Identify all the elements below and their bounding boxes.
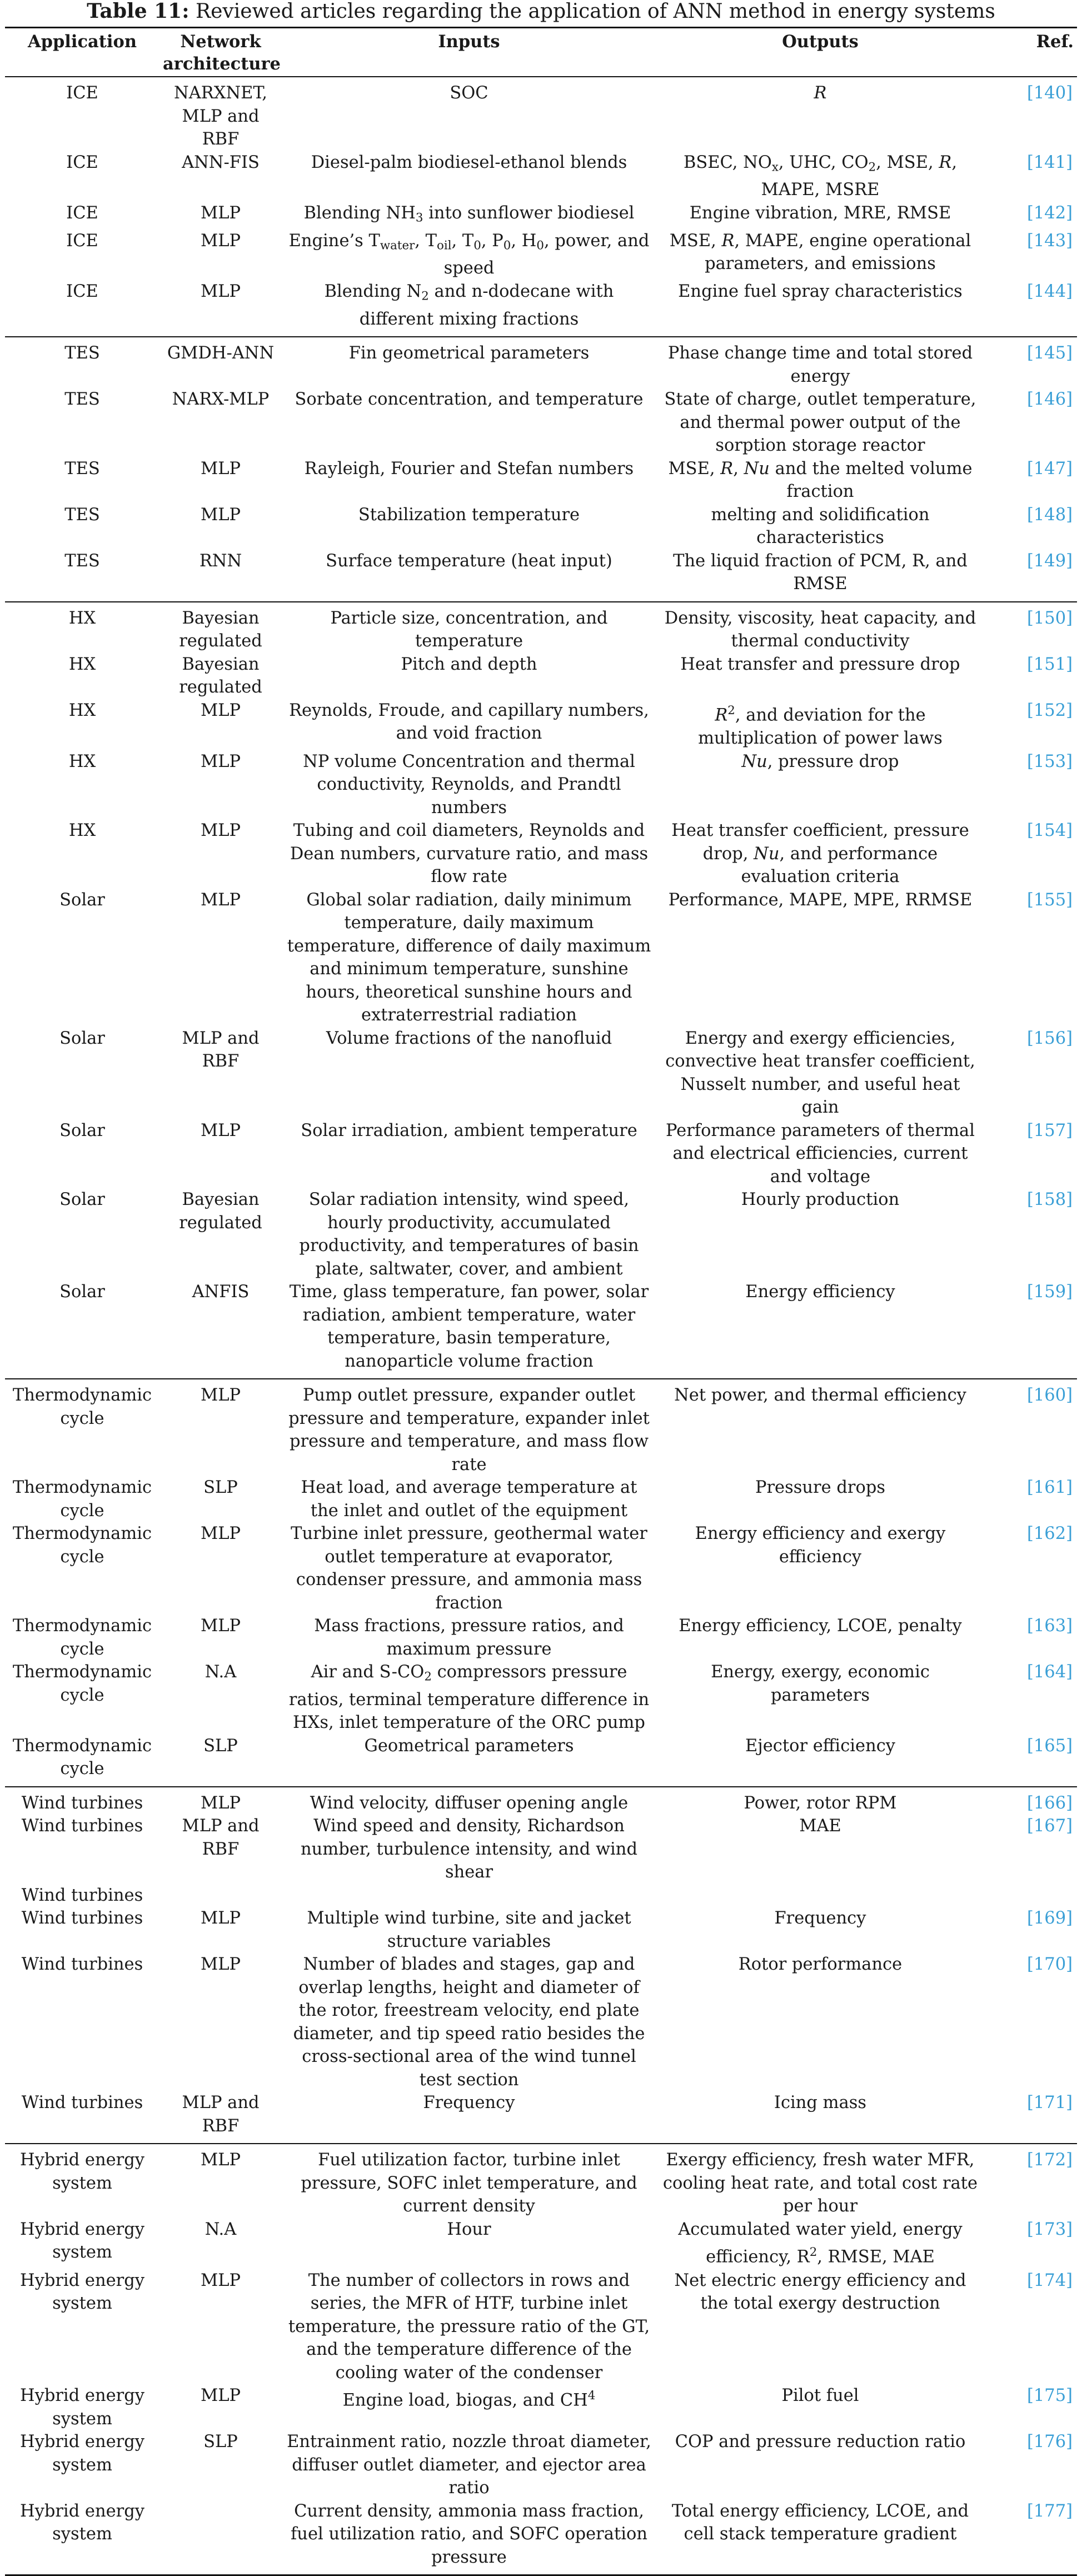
cell-ref[interactable]: [174] — [1026, 2270, 1073, 2290]
cell-application: Solar — [59, 890, 105, 910]
cell-ref[interactable]: [146] — [1026, 390, 1073, 410]
table-row — [5, 2144, 1077, 2218]
table-row — [5, 202, 1077, 230]
cell-inputs: Fin geometrical parameters — [348, 343, 590, 363]
cell-application: Wind turbines — [21, 1955, 143, 1975]
cell-ref[interactable]: [140] — [1026, 83, 1073, 103]
table-row — [5, 77, 1077, 151]
table-group-hx-solar — [5, 602, 1077, 1379]
cell-inputs: Pump outlet pressure, expander outlet pressure and temperature, expander inlet pressure and temperature, and mass flow rate — [288, 1386, 650, 1474]
cell-network-architecture: ANFIS — [192, 1282, 250, 1302]
cell-inputs: Sorbate concentration, and temperature — [295, 390, 644, 410]
cell-inputs: Air and $S-CO_2$ compressors pressure ratios, terminal temperature difference in HXs, inlet temperature of the ORC pump — [288, 1662, 650, 1733]
table-row — [5, 699, 1077, 750]
cell-application: Hybrid energy system — [20, 2386, 144, 2429]
cell-inputs: Geometrical parameters — [364, 1736, 574, 1756]
cell-inputs: Hour — [447, 2219, 491, 2239]
cell-network-architecture: ANN-FIS — [182, 152, 260, 172]
table-row — [5, 151, 1077, 202]
cell-application: Thermodynamic cycle — [12, 1478, 152, 1521]
cell-outputs: Heat transfer and pressure drop — [680, 654, 960, 674]
table-row — [5, 1188, 1077, 1280]
table-row — [5, 2500, 1077, 2575]
cell-network-architecture: MLP and RBF — [182, 1028, 260, 1072]
table-caption — [0, 0, 1082, 27]
cell-application: TES — [64, 343, 100, 363]
cell-ref[interactable]: [145] — [1026, 343, 1073, 363]
cell-application: Hybrid energy system — [20, 2501, 144, 2544]
table-row — [5, 280, 1077, 337]
cell-network-architecture: N.A — [205, 1662, 237, 1682]
table-row — [5, 2269, 1077, 2385]
cell-outputs: Total energy efficiency, LCOE, and cell stack temperature gradient — [671, 2501, 969, 2544]
cell-outputs: Performance, MAPE, MPE, RRMSE — [668, 890, 973, 910]
cell-application: Thermodynamic cycle — [12, 1524, 152, 1567]
cell-network-architecture — [159, 1884, 282, 1907]
cell-application: Wind turbines — [21, 1793, 143, 1813]
cell-outputs: Density, viscosity, heat capacity, and thermal conductivity — [664, 608, 976, 651]
table-row — [5, 1476, 1077, 1522]
cell-application: Thermodynamic cycle — [12, 1736, 152, 1779]
cell-outputs: Heat transfer coefficient, pressure drop, Nu, and performance evaluation criteria — [671, 821, 969, 887]
cell-network-architecture: MLP — [200, 821, 241, 841]
cell-outputs: R — [814, 83, 827, 103]
table-group-hybrid — [5, 2144, 1077, 2575]
cell-ref[interactable]: [142] — [1026, 203, 1073, 223]
cell-network-architecture: Bayesian regulated — [179, 1190, 262, 1233]
header-ref: Ref. — [984, 28, 1077, 77]
table-row — [5, 750, 1077, 820]
table-row — [5, 550, 1077, 602]
cell-ref[interactable]: [170] — [1026, 1955, 1073, 1975]
cell-ref[interactable]: [155] — [1026, 890, 1073, 910]
cell-inputs: Engine’s $T_{water}$, $T_{oil}$, $T_0$, $P_0$, $H_0$, power, and speed — [288, 231, 650, 278]
cell-network-architecture: MLP — [200, 203, 241, 223]
cell-outputs: MSE, R, MAPE, engine operational parameters, and emissions — [669, 231, 971, 274]
cell-ref[interactable]: [166] — [1026, 1793, 1073, 1813]
cell-outputs: The liquid fraction of PCM, R, and RMSE — [673, 551, 968, 594]
cell-network-architecture: GMDH-ANN — [167, 343, 275, 363]
caption-text: Reviewed articles regarding the application of ANN method in energy systems — [195, 0, 995, 23]
cell-network-architecture: MLP — [200, 1386, 241, 1406]
cell-ref[interactable]: [160] — [1026, 1386, 1073, 1406]
table-row — [5, 1661, 1077, 1735]
cell-outputs: Hourly production — [741, 1190, 900, 1210]
cell-inputs: Wind velocity, diffuser opening angle — [310, 1793, 629, 1813]
cell-inputs: Time, glass temperature, fan power, solar radiation, ambient temperature, water temperature, basin temperature, nanoparticle volume fraction — [289, 1282, 649, 1371]
cell-ref[interactable]: [141] — [1026, 152, 1073, 172]
cell-outputs: Net power, and thermal efficiency — [674, 1386, 966, 1406]
cell-network-architecture: MLP — [200, 1524, 241, 1544]
cell-network-architecture: MLP — [200, 2150, 241, 2170]
cell-outputs: Phase change time and total stored energy — [667, 343, 973, 386]
cell-ref[interactable]: [156] — [1026, 1028, 1073, 1048]
cell-network-architecture: MLP — [200, 1120, 241, 1140]
cell-inputs: Turbine inlet pressure, geothermal water outlet temperature at evaporator, condenser pressure, and ammonia mass fraction — [291, 1524, 647, 1613]
table-row — [5, 1884, 1077, 1907]
cell-outputs — [656, 1884, 984, 1907]
table-row — [5, 1907, 1077, 1953]
table-row — [5, 2218, 1077, 2269]
cell-outputs: Frequency — [774, 1909, 866, 1929]
cell-application: ICE — [66, 152, 98, 172]
cell-inputs: Diesel-palm biodiesel-ethanol blends — [311, 152, 627, 172]
cell-network-architecture: MLP — [200, 751, 241, 771]
cell-application: Hybrid energy system — [20, 2270, 144, 2314]
header-inputs: Inputs — [282, 28, 656, 77]
table-row — [5, 1615, 1077, 1661]
cell-ref[interactable]: [171] — [1026, 2093, 1073, 2113]
cell-network-architecture: NARX-MLP — [172, 390, 270, 410]
cell-application: Thermodynamic cycle — [12, 1662, 152, 1705]
cell-ref[interactable]: [148] — [1026, 505, 1073, 525]
cell-inputs: Surface temperature (heat input) — [326, 551, 612, 571]
cell-ref[interactable]: [153] — [1026, 751, 1073, 771]
cell-inputs: Frequency — [423, 2093, 515, 2113]
cell-outputs: Energy efficiency and exergy efficiency — [695, 1524, 946, 1567]
cell-network-architecture: MLP — [200, 2270, 241, 2290]
table-row — [5, 2430, 1077, 2500]
cell-application: HX — [68, 700, 96, 720]
table-row — [5, 2384, 1077, 2430]
cell-application: Wind turbines — [21, 1885, 143, 1905]
cell-outputs: Energy, exergy, economic parameters — [711, 1662, 930, 1705]
cell-inputs — [282, 1884, 656, 1907]
cell-network-architecture: MLP — [200, 890, 241, 910]
cell-outputs: Power, rotor RPM — [744, 1793, 897, 1813]
cell-ref[interactable]: [175] — [1026, 2386, 1073, 2406]
cell-inputs: SOC — [450, 83, 488, 103]
table-row — [5, 230, 1077, 280]
cell-outputs: Performance parameters of thermal and electrical efficiencies, current and voltage — [666, 1120, 975, 1187]
cell-inputs: Solar irradiation, ambient temperature — [301, 1120, 637, 1140]
cell-ref[interactable]: [164] — [1026, 1662, 1073, 1682]
cell-inputs: Current density, ammonia mass fraction, fuel utilization ratio, and SOFC operation pressure — [291, 2501, 647, 2567]
cell-application: Hybrid energy system — [20, 2432, 144, 2475]
cell-outputs: COP and pressure reduction ratio — [675, 2432, 966, 2452]
cell-network-architecture: MLP — [200, 2386, 241, 2406]
cell-network-architecture: NARXNET, MLP and RBF — [174, 83, 267, 149]
table-row — [5, 1379, 1077, 1476]
table-row — [5, 457, 1077, 504]
cell-network-architecture: Bayesian regulated — [179, 608, 262, 651]
cell-application: HX — [68, 751, 96, 771]
header-outputs: Outputs — [656, 28, 984, 77]
cell-network-architecture: MLP — [200, 231, 241, 251]
cell-ref[interactable]: [143] — [1026, 231, 1073, 251]
table-group-thermodynamic — [5, 1379, 1077, 1787]
cell-inputs: Solar radiation intensity, wind speed, hourly productivity, accumulated productivity, and temperatures of basin plate, saltwater, cover, and ambient — [299, 1190, 639, 1279]
table-header — [5, 28, 1077, 77]
header-application: Application — [5, 28, 159, 77]
cell-network-architecture: SLP — [203, 2432, 238, 2452]
table-row — [5, 602, 1077, 653]
cell-inputs: Volume fractions of the nanofluid — [326, 1028, 612, 1048]
cell-application: TES — [64, 505, 100, 525]
cell-inputs: Heat load, and average temperature at the inlet and outlet of the equipment — [301, 1478, 637, 1521]
cell-application: ICE — [66, 83, 98, 103]
table-row — [5, 337, 1077, 388]
cell-ref[interactable]: [177] — [1026, 2501, 1073, 2521]
cell-network-architecture: MLP — [200, 1909, 241, 1929]
cell-network-architecture: MLP and RBF — [182, 1816, 260, 1859]
cell-network-architecture: MLP — [200, 1616, 241, 1636]
table-row — [5, 504, 1077, 550]
cell-application: TES — [64, 551, 100, 571]
cell-network-architecture: MLP — [200, 1793, 241, 1813]
cell-network-architecture: RNN — [199, 551, 242, 571]
cell-network-architecture: MLP and RBF — [182, 2093, 260, 2136]
cell-ref[interactable]: [165] — [1026, 1736, 1073, 1756]
cell-application: Solar — [59, 1190, 105, 1210]
cell-inputs: Blending $NH_3$ into sunflower biodiesel — [303, 203, 635, 225]
cell-outputs: Energy efficiency, LCOE, penalty — [679, 1616, 962, 1636]
cell-inputs: Number of blades and stages, gap and overlap lengths, height and diameter of the rotor, freestream velocity, end plate diameter, and tip speed ratio besides the cross-sectional area of the wind tunnel test section — [293, 1955, 645, 2090]
cell-network-architecture: SLP — [203, 1478, 238, 1498]
cell-outputs: Exergy efficiency, fresh water MFR, cooling heat rate, and total cost rate per hour — [662, 2150, 978, 2216]
cell-ref[interactable]: [163] — [1026, 1616, 1073, 1636]
cell-ref[interactable]: [159] — [1026, 1282, 1073, 1302]
ann-review-table — [5, 27, 1077, 2576]
cell-application: ICE — [66, 231, 98, 251]
cell-application: HX — [68, 608, 96, 628]
cell-outputs: Engine fuel spray characteristics — [678, 281, 963, 301]
table-row — [5, 1815, 1077, 1884]
table-row — [5, 1280, 1077, 1379]
cell-ref[interactable]: [172] — [1026, 2150, 1073, 2170]
cell-inputs: Multiple wind turbine, site and jacket structure variables — [307, 1909, 631, 1951]
cell-application: HX — [68, 821, 96, 841]
cell-inputs: Reynolds, Froude, and capillary numbers, and void fraction — [289, 700, 649, 744]
cell-ref[interactable]: [154] — [1026, 821, 1073, 841]
cell-inputs: Wind speed and density, Richardson number, turbulence intensity, and wind shear — [301, 1816, 637, 1882]
cell-application: Wind turbines — [21, 1909, 143, 1929]
cell-outputs: MSE, R, Nu and the melted volume fraction — [668, 459, 973, 502]
cell-network-architecture: MLP — [200, 1955, 241, 1975]
cell-application: Wind turbines — [21, 1816, 143, 1836]
cell-ref[interactable]: [161] — [1026, 1478, 1073, 1498]
cell-network-architecture: MLP — [200, 505, 241, 525]
cell-network-architecture: MLP — [200, 459, 241, 479]
table-row — [5, 819, 1077, 889]
caption-label: Table 11: — [87, 0, 190, 23]
cell-ref[interactable]: [157] — [1026, 1120, 1073, 1140]
cell-outputs: BSEC, $NO_x$, UHC, $CO_2$, MSE, R, MAPE, MSRE — [683, 152, 958, 200]
table-row — [5, 889, 1077, 1027]
cell-outputs: Icing mass — [774, 2093, 867, 2113]
cell-network-architecture: Bayesian regulated — [179, 654, 262, 697]
table-group-wind — [5, 1787, 1077, 2144]
cell-ref[interactable]: [147] — [1026, 459, 1073, 479]
table-row — [5, 1735, 1077, 1787]
cell-inputs: Fuel utilization factor, turbine inlet pressure, SOFC inlet temperature, and current density — [301, 2150, 637, 2216]
table-group-tes — [5, 337, 1077, 602]
cell-application: Thermodynamic cycle — [12, 1386, 152, 1428]
table-row — [5, 2091, 1077, 2144]
cell-ref[interactable]: [144] — [1026, 281, 1073, 301]
cell-ref[interactable]: [167] — [1026, 1816, 1073, 1836]
cell-outputs: Rotor performance — [738, 1955, 903, 1975]
cell-ref[interactable]: [149] — [1026, 551, 1073, 571]
cell-outputs: Energy and exergy efficiencies, convective heat transfer coefficient, Nusselt number, and useful heat gain — [665, 1028, 975, 1118]
cell-inputs: NP volume Concentration and thermal conductivity, Reynolds, and Prandtl numbers — [303, 751, 635, 818]
cell-outputs: Engine vibration, MRE, RMSE — [689, 203, 951, 223]
cell-application: Solar — [59, 1028, 105, 1048]
cell-inputs: Blending $N_2$ and n-dodecane with different mixing fractions — [324, 281, 614, 329]
cell-inputs: Global solar radiation, daily minimum temperature, daily maximum temperature, difference of daily maximum and minimum temperature, sunshine hours, theoretical sunshine hours and extraterrestrial radiation — [287, 890, 651, 1025]
table-row — [5, 1027, 1077, 1119]
cell-network-architecture: MLP — [200, 700, 241, 720]
cell-inputs: The number of collectors in rows and series, the MFR of HTF, turbine inlet temperature, the pressure ratio of the GT, and the temperature difference of the cooling water of the condenser — [288, 2270, 650, 2383]
header-network-architecture: Network architecture — [159, 28, 282, 77]
cell-inputs: Pitch and depth — [401, 654, 537, 674]
cell-outputs: Nu, pressure drop — [741, 751, 899, 771]
cell-ref[interactable]: [150] — [1026, 608, 1073, 628]
cell-ref[interactable]: [151] — [1026, 654, 1073, 674]
cell-inputs: Rayleigh, Fourier and Stefan numbers — [304, 459, 634, 479]
cell-network-architecture: MLP — [200, 281, 241, 301]
cell-application: HX — [68, 654, 96, 674]
table-row — [5, 1953, 1077, 2091]
cell-outputs: Accumulated water yield, energy efficiency, $R^2$, RMSE, MAE — [678, 2219, 963, 2268]
cell-ref — [984, 1884, 1077, 1907]
cell-network-architecture: N.A — [205, 2219, 237, 2239]
cell-inputs: Particle size, concentration, and temperature — [330, 608, 608, 651]
cell-application: Wind turbines — [21, 2093, 143, 2113]
cell-inputs: Mass fractions, pressure ratios, and maximum pressure — [314, 1616, 624, 1659]
cell-outputs: Energy efficiency — [745, 1282, 895, 1302]
cell-outputs: State of charge, outlet temperature, and thermal power output of the sorption storage reactor — [664, 390, 976, 456]
table-row — [5, 1522, 1077, 1615]
cell-ref[interactable]: [152] — [1026, 700, 1073, 720]
cell-inputs: Engine load, biogas, and $CH^4$ — [342, 2389, 596, 2410]
cell-ref[interactable]: [176] — [1026, 2432, 1073, 2452]
table-row — [5, 1787, 1077, 1815]
cell-ref[interactable]: [173] — [1026, 2219, 1073, 2239]
cell-outputs: Net electric energy efficiency and the total exergy destruction — [674, 2270, 966, 2314]
cell-application: Thermodynamic cycle — [12, 1616, 152, 1659]
cell-application: ICE — [66, 281, 98, 301]
cell-application: TES — [64, 459, 100, 479]
cell-ref[interactable]: [169] — [1026, 1909, 1073, 1929]
cell-outputs: melting and solidification characteristics — [711, 505, 930, 548]
cell-outputs: $R^2$, and deviation for the multiplication of power laws — [698, 703, 943, 749]
cell-outputs: Ejector efficiency — [745, 1736, 896, 1756]
cell-outputs: Pressure drops — [755, 1478, 886, 1498]
table-row — [5, 1119, 1077, 1189]
cell-inputs: Tubing and coil diameters, Reynolds and Dean numbers, curvature ratio, and mass flow rate — [290, 821, 649, 887]
table-group-ice — [5, 77, 1077, 337]
cell-application: Solar — [59, 1282, 105, 1302]
cell-application: ICE — [66, 203, 98, 223]
cell-network-architecture: SLP — [203, 1736, 238, 1756]
cell-application: Solar — [59, 1120, 105, 1140]
table-row — [5, 388, 1077, 457]
cell-outputs: Pilot fuel — [781, 2386, 859, 2406]
cell-outputs: MAE — [799, 1816, 841, 1836]
cell-application: Hybrid energy system — [20, 2150, 144, 2193]
cell-inputs: Entrainment ratio, nozzle throat diameter, diffuser outlet diameter, and ejector area ratio — [287, 2432, 651, 2498]
cell-network-architecture — [159, 2500, 282, 2575]
cell-ref[interactable]: [162] — [1026, 1524, 1073, 1544]
cell-inputs: Stabilization temperature — [358, 505, 580, 525]
table-row — [5, 653, 1077, 699]
cell-ref[interactable]: [158] — [1026, 1190, 1073, 1210]
cell-application: TES — [64, 390, 100, 410]
cell-application: Hybrid energy system — [20, 2219, 144, 2263]
